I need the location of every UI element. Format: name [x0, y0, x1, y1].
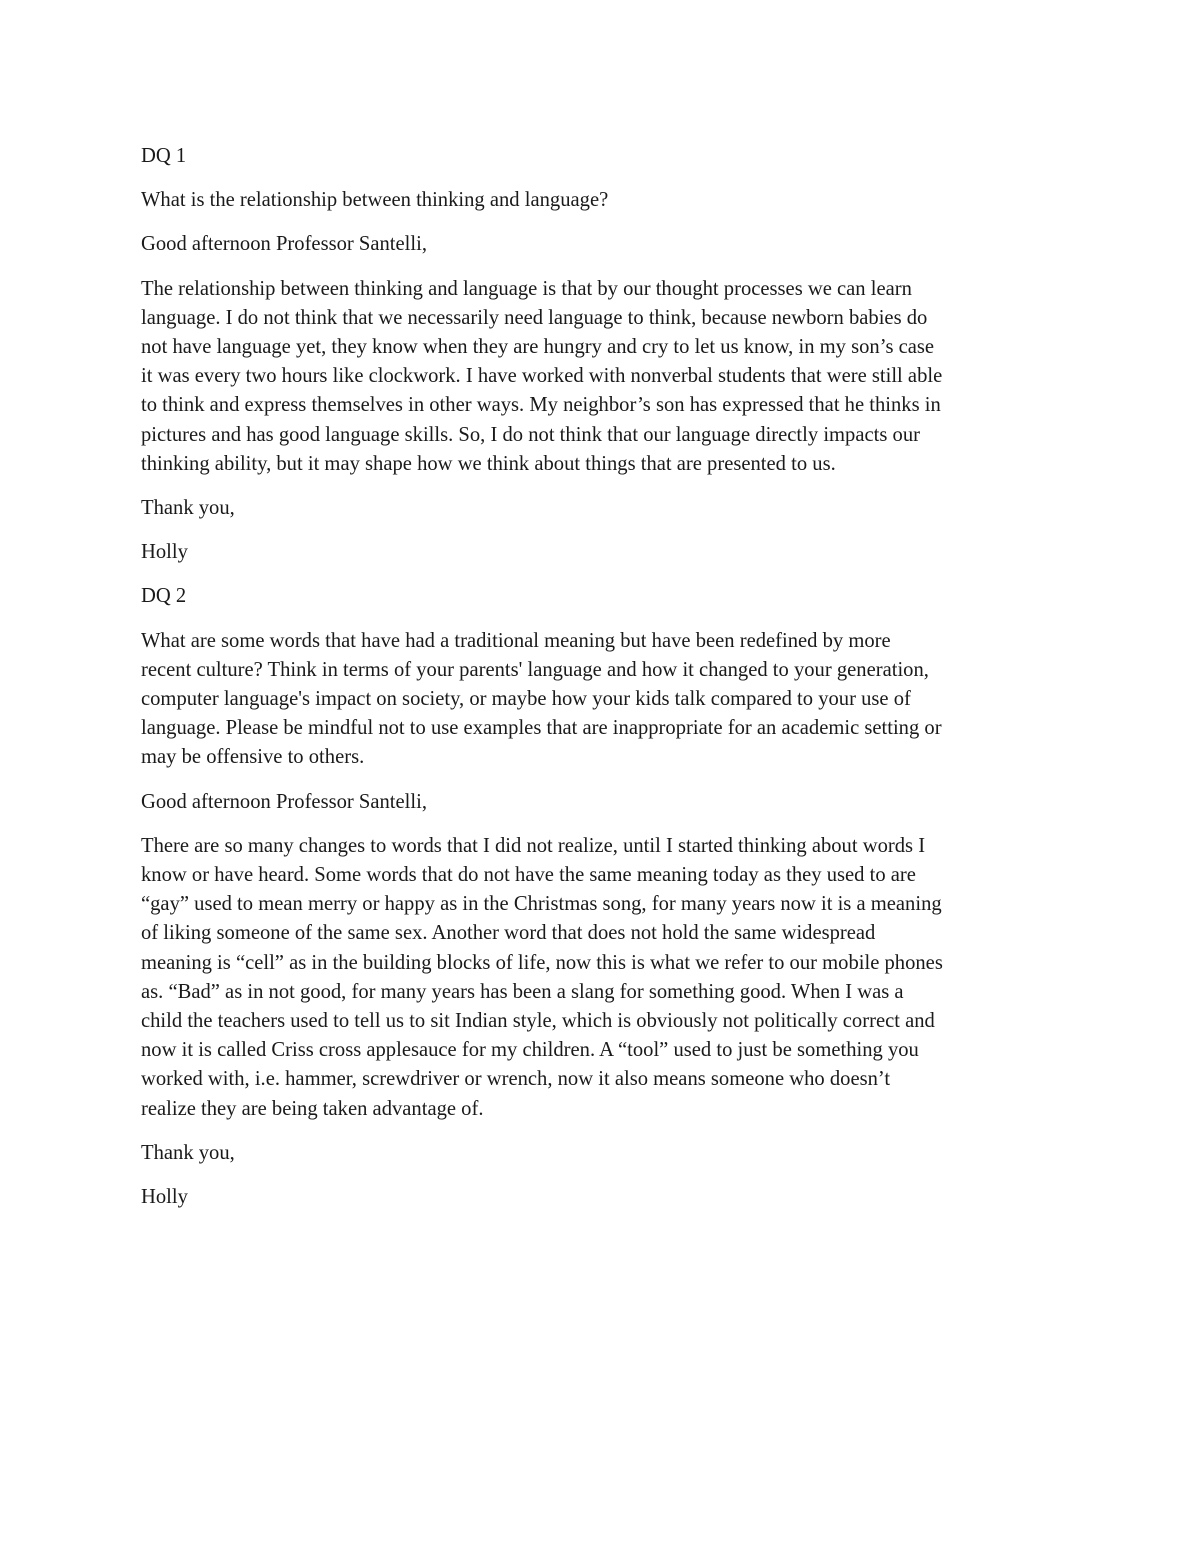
dq2-question: [141, 627, 1071, 773]
dq2-question-line: language. Please be mindful not to use examples that are inappropriate for an academic setting or: [141, 717, 942, 740]
dq2-body-line: know or have heard. Some words that do not have the same meaning today as they used to are: [141, 864, 916, 887]
dq2-body-line: “gay” used to mean merry or happy as in the Christmas song, for many years now it is a meaning: [141, 893, 942, 916]
dq2-greeting: Good afternoon Professor Santelli,: [141, 790, 427, 813]
dq1-body-line: to think and express themselves in other ways. My neighbor’s son has expressed that he thinks in: [141, 394, 941, 417]
dq1-body-line: thinking ability, but it may shape how we think about things that are presented to us.: [141, 452, 836, 475]
dq1-signature: Holly: [141, 541, 188, 564]
dq2-question-line: recent culture? Think in terms of your parents' language and how it changed to your generation,: [141, 658, 929, 681]
dq2-signature: Holly: [141, 1186, 188, 1209]
dq2-body-line: meaning is “cell” as in the building blocks of life, now this is what we refer to our mobile phones: [141, 951, 943, 974]
dq2-body-line: as. “Bad” as in not good, for many years has been a slang for something good. When I was a: [141, 980, 904, 1003]
dq1-body: [141, 275, 1071, 479]
dq2-body-line: child the teachers used to tell us to sit Indian style, which is obviously not politically correct and: [141, 1010, 935, 1033]
dq1-closing: Thank you,: [141, 497, 235, 520]
dq2-question-line: What are some words that have had a traditional meaning but have been redefined by more: [141, 629, 891, 652]
dq2-closing: Thank you,: [141, 1141, 235, 1164]
dq1-greeting: Good afternoon Professor Santelli,: [141, 233, 427, 256]
document-content: [141, 142, 1071, 1227]
dq2-question-line: may be offensive to others.: [141, 746, 365, 769]
dq2-heading: DQ 2: [141, 585, 187, 608]
dq1-question: What is the relationship between thinking and language?: [141, 189, 609, 212]
dq1-body-line: it was every two hours like clockwork. I have worked with nonverbal students that were still able: [141, 365, 943, 388]
dq2-body-line: of liking someone of the same sex. Another word that does not hold the same widespread: [141, 922, 876, 945]
dq1-body-line: not have language yet, they know when they are hungry and cry to let us know, in my son’s case: [141, 336, 935, 359]
dq2-question-line: computer language's impact on society, or maybe how your kids talk compared to your use of: [141, 688, 911, 711]
dq1-body-line: The relationship between thinking and language is that by our thought processes we can learn: [141, 277, 912, 300]
dq1-body-line: language. I do not think that we necessarily need language to think, because newborn babies do: [141, 306, 928, 329]
dq2-body-line: There are so many changes to words that I did not realize, until I started thinking about words I: [141, 834, 926, 857]
dq2-body-line: realize they are being taken advantage of.: [141, 1097, 484, 1120]
dq2-body: [141, 832, 1071, 1124]
dq1-body-line: pictures and has good language skills. So, I do not think that our language directly impacts our: [141, 423, 920, 446]
dq2-body-line: worked with, i.e. hammer, screwdriver or wrench, now it also means someone who doesn’t: [141, 1068, 891, 1091]
dq2-body-line: now it is called Criss cross applesauce for my children. A “tool” used to just be something you: [141, 1039, 919, 1062]
dq1-heading: DQ 1: [141, 145, 187, 167]
